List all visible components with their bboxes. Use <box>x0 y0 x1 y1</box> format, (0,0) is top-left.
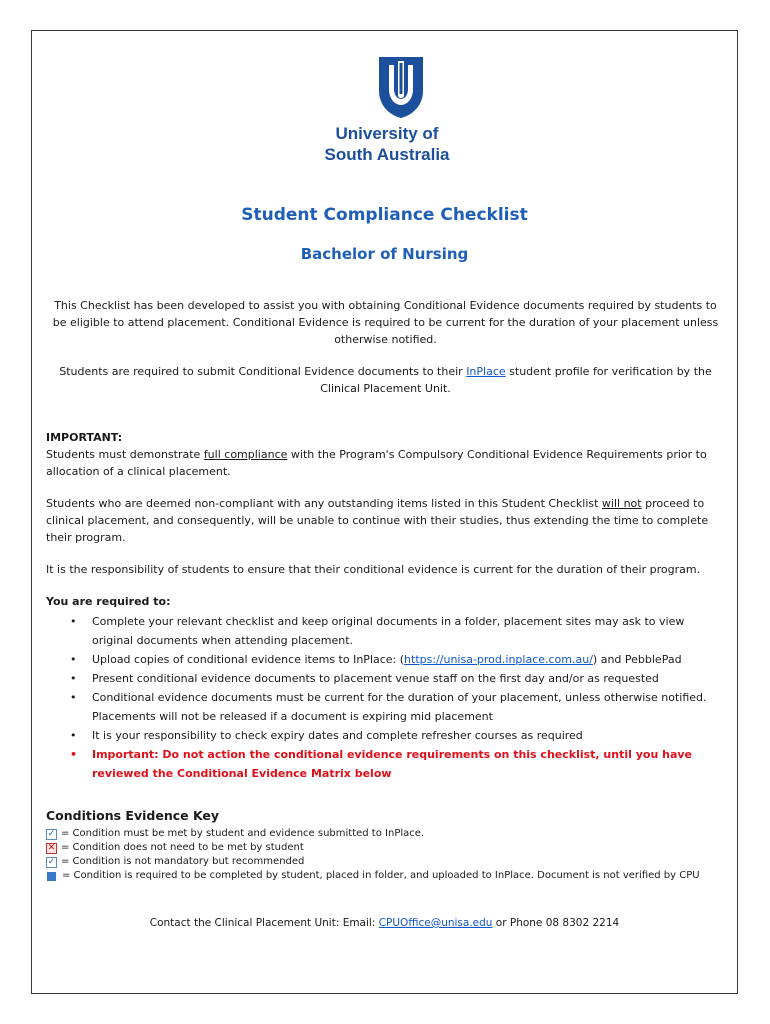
university-name-line1: University of <box>335 124 439 143</box>
university-name <box>262 123 512 165</box>
full-compliance-text: full compliance <box>203 448 288 461</box>
noncompliant-paragraph <box>46 495 726 546</box>
contact-text-pre: Contact the Clinical Placement Unit: Email: <box>149 917 379 929</box>
responsibility-paragraph: It is the responsibility of students to ensure that their conditional evidence is current for the duration of their program. <box>46 563 701 576</box>
key-row-text: = Condition is not mandatory but recommended <box>61 856 305 867</box>
intro-paragraph: This Checklist has been developed to assist you with obtaining Conditional Evidence documents required by students to be eligible to attend placement. Conditional Evidence is required to be current for the duration of your placement unless otherwise notified. <box>52 299 719 346</box>
blue-square-icon <box>47 872 56 881</box>
important-text-pre: Students must demonstrate <box>46 448 204 461</box>
checkbox-checked-icon: ✓ <box>47 856 56 867</box>
submit-text-post: student profile for verification by the Clinical Placement Unit. <box>320 365 712 395</box>
email-link[interactable]: CPUOffice@unisa.edu <box>378 917 493 929</box>
key-row-text: = Condition does not need to be met by student <box>61 842 304 853</box>
evidence-key <box>46 827 736 883</box>
unisa-shield-icon <box>375 55 427 119</box>
inplace-link[interactable]: InPlace <box>466 365 506 378</box>
required-section <box>46 593 726 783</box>
list-item: • Complete your relevant checklist and keep original documents in a folder, placement sites may ask to view original documents when attending placement. <box>92 612 726 650</box>
university-name-line2: South Australia <box>324 145 450 164</box>
key-row <box>46 869 736 883</box>
will-not-text: will not <box>601 497 642 510</box>
key-row <box>46 855 736 869</box>
important-text-post: with the Program's Compulsory Conditional Evidence Requirements prior to allocation of a clinical placement. <box>46 448 707 478</box>
inplace-url-link[interactable]: https://unisa-prod.inplace.com.au/ <box>404 653 593 666</box>
important-heading: IMPORTANT: <box>46 431 123 444</box>
requirements-list <box>46 612 726 783</box>
list-item: • It is your responsibility to check expiry dates and complete refresher courses as required <box>92 726 726 745</box>
req-item2-post: ) and PebblePad <box>592 653 682 666</box>
key-row-text: = Condition is required to be completed by student, placed in folder, and uploaded to InPlace. Document is not verified by CPU <box>62 870 700 881</box>
document-title: Student Compliance Checklist <box>241 205 528 225</box>
contact-line <box>32 917 737 929</box>
list-item: • Present conditional evidence documents to placement venue staff on the first day and/or as requested <box>92 669 726 688</box>
key-row <box>46 827 736 841</box>
submit-text-pre: Students are required to submit Conditional Evidence documents to their <box>59 365 467 378</box>
document-page <box>31 30 738 994</box>
noncompliant-text-pre: Students who are deemed non-compliant with any outstanding items listed in this Student Checklist <box>46 497 602 510</box>
important-paragraph <box>46 446 726 480</box>
noncompliant-text-post: proceed to clinical placement, and consequently, will be unable to continue with their studies, thus extending the time to complete their program. <box>46 497 709 544</box>
checkbox-checked-icon: ✓ <box>47 828 56 839</box>
submit-paragraph <box>48 363 723 397</box>
key-title: Conditions Evidence Key <box>46 808 220 823</box>
list-item-important: • Important: Do not action the conditional evidence requirements on this checklist, until you have reviewed the Conditional Evidence Matrix below <box>92 745 726 783</box>
key-row-text: = Condition must be met by student and evidence submitted to InPlace. <box>61 828 425 839</box>
list-item: • Conditional evidence documents must be current for the duration of your placement, unless otherwise notified. Placements will not be released if a document is expiring mid placement <box>92 688 726 726</box>
req-item2-pre: Upload copies of conditional evidence items to InPlace: ( <box>92 653 405 666</box>
red-cross-icon: ✕ <box>47 842 56 853</box>
document-subtitle: Bachelor of Nursing <box>300 245 469 263</box>
important-section <box>46 429 726 480</box>
required-heading: You are required to: <box>46 595 171 608</box>
key-row <box>46 841 736 855</box>
list-item <box>92 650 726 669</box>
contact-text-post: or Phone 08 8302 2214 <box>492 917 620 929</box>
